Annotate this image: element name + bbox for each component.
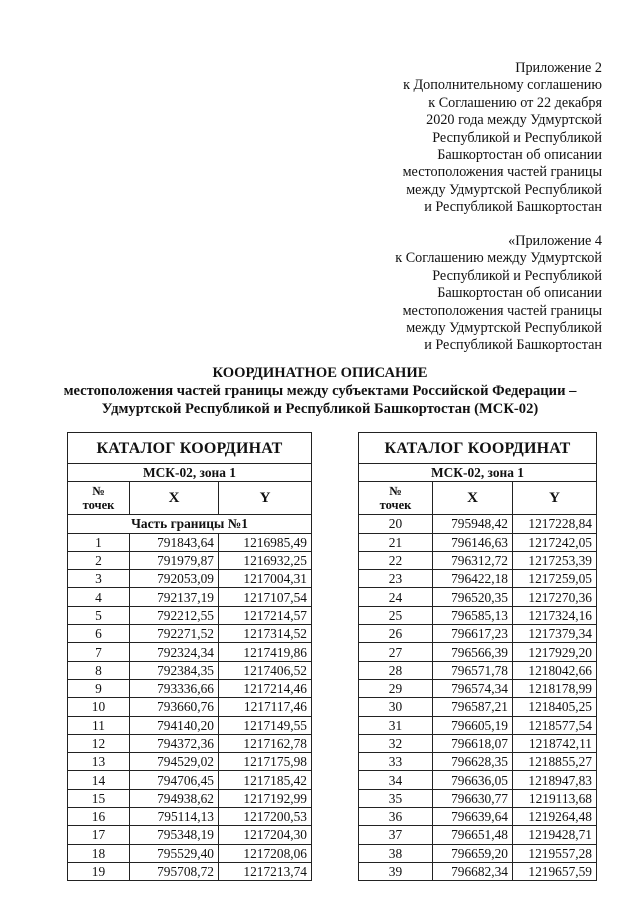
appendix-4-header: [395, 233, 602, 355]
x-coordinate: 794140,20: [130, 716, 219, 734]
x-coordinate: 796636,05: [433, 771, 513, 789]
column-header-num-sign: №: [92, 484, 105, 499]
y-coordinate: 1217259,05: [513, 570, 597, 588]
x-coordinate: 796585,13: [433, 606, 513, 624]
point-number: 22: [359, 551, 433, 569]
table-row: [68, 533, 312, 551]
column-header-point-number: [359, 482, 433, 515]
appendix-2-line: между Удмуртской Республикой: [406, 181, 602, 198]
table-row: [68, 679, 312, 697]
point-number: 3: [68, 570, 130, 588]
table-row: [359, 808, 597, 826]
y-coordinate: 1217214,57: [219, 606, 312, 624]
point-number: 21: [359, 533, 433, 551]
appendix-4-line: Республикой и Республикой: [432, 267, 602, 284]
y-coordinate: 1216985,49: [219, 533, 312, 551]
point-number: 23: [359, 570, 433, 588]
table-row: [359, 570, 597, 588]
x-coordinate: 796605,19: [433, 716, 513, 734]
x-coordinate: 796630,77: [433, 789, 513, 807]
point-number: 13: [68, 753, 130, 771]
table-row: [68, 753, 312, 771]
table-row: [68, 808, 312, 826]
boundary-part-label: Часть границы №1: [68, 515, 312, 533]
table-row: [359, 771, 597, 789]
y-coordinate: 1219557,28: [513, 844, 597, 862]
point-number: 9: [68, 679, 130, 697]
appendix-4-line: Башкортостан об описании: [437, 285, 602, 302]
table-row: [359, 515, 597, 533]
point-number: 20: [359, 515, 433, 533]
y-coordinate: 1219657,59: [513, 862, 597, 880]
table-row: [68, 734, 312, 752]
point-number: 29: [359, 679, 433, 697]
x-coordinate: 795948,42: [433, 515, 513, 533]
y-coordinate: 1217270,36: [513, 588, 597, 606]
table-row: [359, 753, 597, 771]
zone-label: МСК-02, зона 1: [359, 464, 597, 482]
x-coordinate: 796422,18: [433, 570, 513, 588]
coordinates-table-left: [67, 432, 312, 881]
x-coordinate: 794372,36: [130, 734, 219, 752]
appendix-4-line: и Республикой Башкортостан: [424, 337, 602, 354]
point-number: 16: [68, 808, 130, 826]
appendix-2-line: к Соглашению от 22 декабря: [428, 94, 602, 111]
x-coordinate: 796574,34: [433, 679, 513, 697]
table-row: [359, 862, 597, 880]
y-coordinate: 1219113,68: [513, 789, 597, 807]
point-number: 15: [68, 789, 130, 807]
table-row: [359, 551, 597, 569]
point-number: 7: [68, 643, 130, 661]
column-header-x: X: [433, 482, 513, 515]
table-row: [359, 588, 597, 606]
point-number: 38: [359, 844, 433, 862]
table-row: [359, 844, 597, 862]
x-coordinate: 795529,40: [130, 844, 219, 862]
column-header-x: X: [130, 482, 219, 515]
point-number: 27: [359, 643, 433, 661]
x-coordinate: 792137,19: [130, 588, 219, 606]
x-coordinate: 796682,34: [433, 862, 513, 880]
column-header-points: точек: [82, 498, 115, 513]
y-coordinate: 1218042,66: [513, 661, 597, 679]
y-coordinate: 1217242,05: [513, 533, 597, 551]
y-coordinate: 1217213,74: [219, 862, 312, 880]
column-header-num-sign: №: [389, 484, 402, 499]
x-coordinate: 796659,20: [433, 844, 513, 862]
point-number: 10: [68, 698, 130, 716]
x-coordinate: 796617,23: [433, 625, 513, 643]
y-coordinate: 1217192,99: [219, 789, 312, 807]
table-row: [68, 588, 312, 606]
y-coordinate: 1217419,86: [219, 643, 312, 661]
y-coordinate: 1219264,48: [513, 808, 597, 826]
point-number: 2: [68, 551, 130, 569]
table-row: [359, 533, 597, 551]
point-number: 24: [359, 588, 433, 606]
table-row: [68, 606, 312, 624]
table-row: [359, 679, 597, 697]
point-number: 8: [68, 661, 130, 679]
y-coordinate: 1217117,46: [219, 698, 312, 716]
y-coordinate: 1217208,06: [219, 844, 312, 862]
point-number: 30: [359, 698, 433, 716]
table-row: [359, 716, 597, 734]
x-coordinate: 796571,78: [433, 661, 513, 679]
point-number: 1: [68, 533, 130, 551]
x-coordinate: 793336,66: [130, 679, 219, 697]
column-header-points: точек: [379, 498, 412, 513]
y-coordinate: 1216932,25: [219, 551, 312, 569]
y-coordinate: 1217314,52: [219, 625, 312, 643]
table-row: [68, 844, 312, 862]
point-number: 26: [359, 625, 433, 643]
point-number: 5: [68, 606, 130, 624]
x-coordinate: 796639,64: [433, 808, 513, 826]
appendix-2-line: 2020 года между Удмуртской: [426, 112, 602, 129]
x-coordinate: 796146,63: [433, 533, 513, 551]
point-number: 25: [359, 606, 433, 624]
y-coordinate: 1218855,27: [513, 753, 597, 771]
point-number: 28: [359, 661, 433, 679]
appendix-2-line: Республикой и Республикой: [432, 129, 602, 146]
x-coordinate: 796651,48: [433, 826, 513, 844]
point-number: 6: [68, 625, 130, 643]
y-coordinate: 1217379,34: [513, 625, 597, 643]
y-coordinate: 1217214,46: [219, 679, 312, 697]
y-coordinate: 1219428,71: [513, 826, 597, 844]
table-row: [68, 625, 312, 643]
point-number: 32: [359, 734, 433, 752]
x-coordinate: 796628,35: [433, 753, 513, 771]
point-number: 33: [359, 753, 433, 771]
table-row: [359, 734, 597, 752]
table-row: [359, 643, 597, 661]
appendix-4-line: к Соглашению между Удмуртской: [395, 250, 602, 267]
point-number: 12: [68, 734, 130, 752]
table-row: [359, 606, 597, 624]
appendix-2-line: к Дополнительному соглашению: [403, 77, 602, 94]
point-number: 4: [68, 588, 130, 606]
point-number: 36: [359, 808, 433, 826]
x-coordinate: 792384,35: [130, 661, 219, 679]
x-coordinate: 792212,55: [130, 606, 219, 624]
x-coordinate: 791843,64: [130, 533, 219, 551]
document-subtitle-line-1: местоположения частей границы между субъектами Российской Федерации –: [63, 383, 577, 399]
y-coordinate: 1217162,78: [219, 734, 312, 752]
y-coordinate: 1217185,42: [219, 771, 312, 789]
x-coordinate: 796618,07: [433, 734, 513, 752]
y-coordinate: 1217324,16: [513, 606, 597, 624]
table-row: [68, 862, 312, 880]
point-number: 14: [68, 771, 130, 789]
y-coordinate: 1217204,30: [219, 826, 312, 844]
table-row: [359, 661, 597, 679]
table-row: [68, 826, 312, 844]
catalog-title: КАТАЛОГ КООРДИНАТ: [68, 433, 312, 464]
x-coordinate: 795114,13: [130, 808, 219, 826]
x-coordinate: 794938,62: [130, 789, 219, 807]
y-coordinate: 1217149,55: [219, 716, 312, 734]
x-coordinate: 791979,87: [130, 551, 219, 569]
x-coordinate: 795348,19: [130, 826, 219, 844]
appendix-2-line: местоположения частей границы: [402, 164, 602, 181]
table-row: [68, 771, 312, 789]
x-coordinate: 794706,45: [130, 771, 219, 789]
point-number: 17: [68, 826, 130, 844]
column-header-y: Y: [513, 482, 597, 515]
point-number: 39: [359, 862, 433, 880]
x-coordinate: 792324,34: [130, 643, 219, 661]
y-coordinate: 1217200,53: [219, 808, 312, 826]
y-coordinate: 1217253,39: [513, 551, 597, 569]
table-row: [359, 789, 597, 807]
appendix-2-line: и Республикой Башкортостан: [424, 199, 602, 216]
y-coordinate: 1218742,11: [513, 734, 597, 752]
x-coordinate: 796587,21: [433, 698, 513, 716]
x-coordinate: 792271,52: [130, 625, 219, 643]
appendix-2-line: Приложение 2: [515, 60, 602, 76]
x-coordinate: 792053,09: [130, 570, 219, 588]
point-number: 34: [359, 771, 433, 789]
table-row: [68, 716, 312, 734]
y-coordinate: 1217175,98: [219, 753, 312, 771]
table-row: [359, 698, 597, 716]
table-row: [359, 826, 597, 844]
table-row: [68, 661, 312, 679]
appendix-4-line: между Удмуртской Республикой: [406, 320, 602, 337]
table-row: [68, 570, 312, 588]
x-coordinate: 794529,02: [130, 753, 219, 771]
y-coordinate: 1218178,99: [513, 679, 597, 697]
y-coordinate: 1218577,54: [513, 716, 597, 734]
document-title: КООРДИНАТНОЕ ОПИСАНИЕ: [212, 365, 428, 381]
table-row: [68, 551, 312, 569]
x-coordinate: 793660,76: [130, 698, 219, 716]
y-coordinate: 1217929,20: [513, 643, 597, 661]
table-row: [68, 789, 312, 807]
point-number: 37: [359, 826, 433, 844]
y-coordinate: 1217004,31: [219, 570, 312, 588]
table-row: [68, 643, 312, 661]
y-coordinate: 1217107,54: [219, 588, 312, 606]
catalog-title: КАТАЛОГ КООРДИНАТ: [359, 433, 597, 464]
appendix-2-header: [403, 60, 602, 217]
table-row: [359, 625, 597, 643]
y-coordinate: 1217406,52: [219, 661, 312, 679]
point-number: 31: [359, 716, 433, 734]
x-coordinate: 795708,72: [130, 862, 219, 880]
x-coordinate: 796520,35: [433, 588, 513, 606]
coordinates-table-right: [358, 432, 597, 881]
point-number: 18: [68, 844, 130, 862]
column-header-y: Y: [219, 482, 312, 515]
column-header-point-number: [68, 482, 130, 515]
zone-label: МСК-02, зона 1: [68, 464, 312, 482]
document-subtitle-line-2: Удмуртской Республикой и Республикой Башкортостан (МСК-02): [101, 401, 539, 417]
point-number: 19: [68, 862, 130, 880]
y-coordinate: 1218405,25: [513, 698, 597, 716]
point-number: 11: [68, 716, 130, 734]
y-coordinate: 1218947,83: [513, 771, 597, 789]
y-coordinate: 1217228,84: [513, 515, 597, 533]
x-coordinate: 796566,39: [433, 643, 513, 661]
appendix-2-line: Башкортостан об описании: [437, 147, 602, 164]
appendix-4-line: «Приложение 4: [508, 233, 602, 249]
x-coordinate: 796312,72: [433, 551, 513, 569]
appendix-4-line: местоположения частей границы: [402, 302, 602, 319]
point-number: 35: [359, 789, 433, 807]
table-row: [68, 698, 312, 716]
